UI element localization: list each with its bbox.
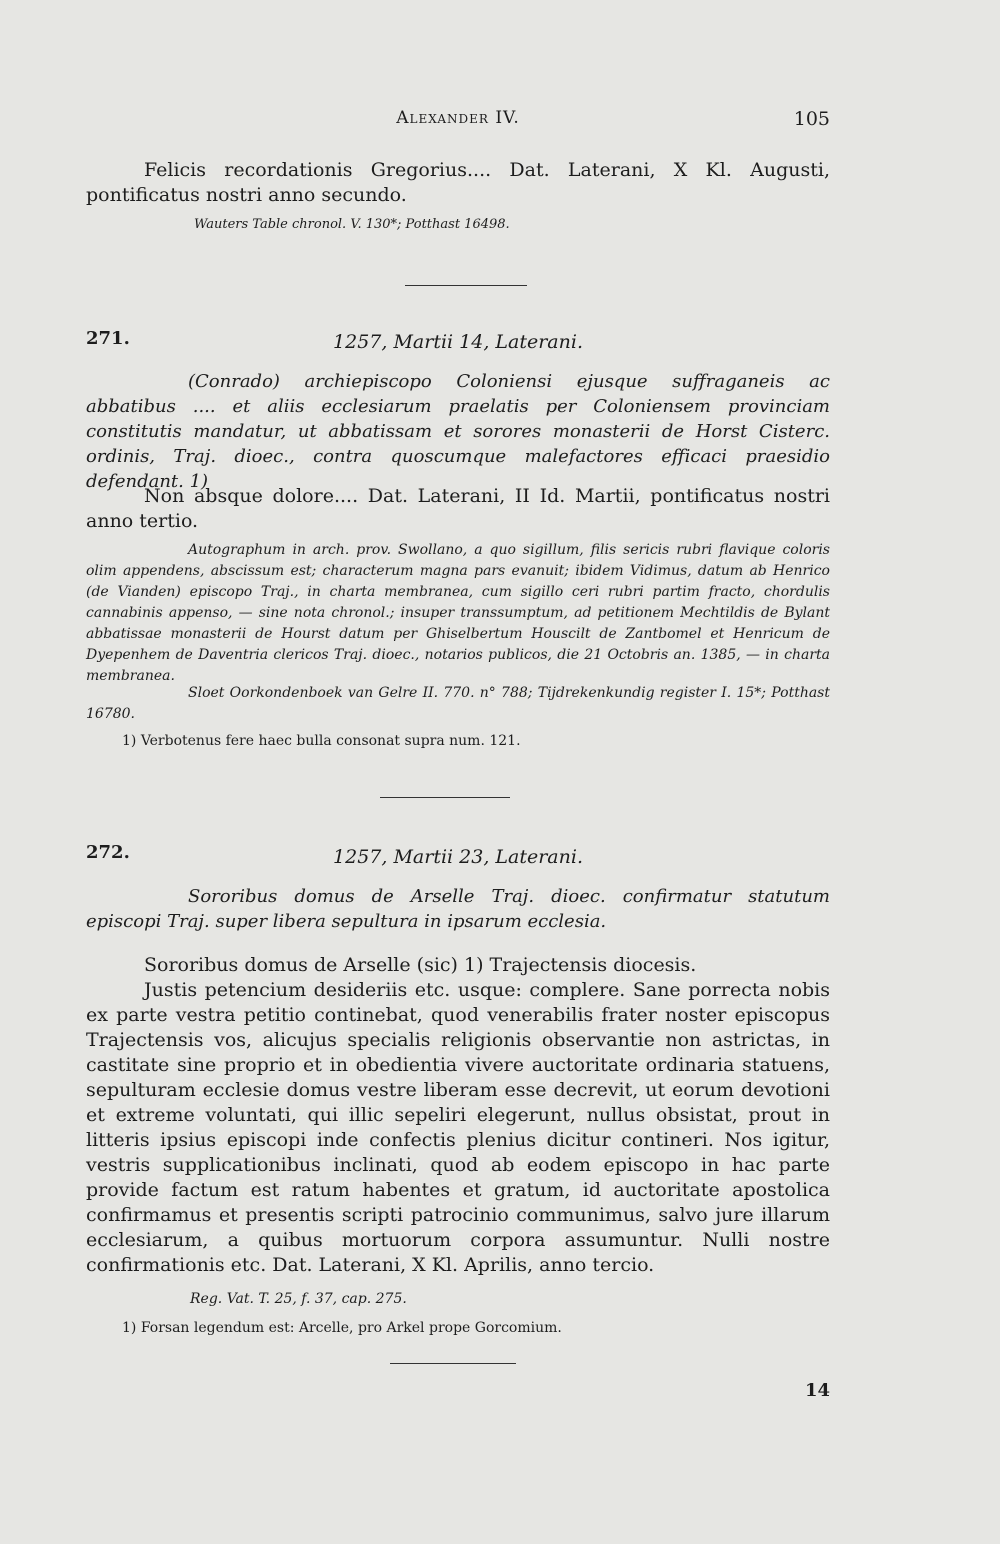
document-date: 1257, Martii 23, Laterani. [333, 846, 583, 868]
address-line: Sororibus domus de Arselle (sic) 1) Trajectensis diocesis. [144, 954, 697, 976]
footnote: 1) Forsan legendum est: Arcelle, pro Arkel prope Gorcomium. [122, 1320, 562, 1336]
document-text: Justis petencium desideriis etc. usque: complere. Sane porrecta nobis ex parte vestra petitio continebat, quod venerabilis frater noster episcopus Trajectensis vos, alicujus specialis religionis observantie non astrictas, in castitate sine proprio et in obedientia vivere auctoritate ordinaria statuens, sepulturam ecclesie domus vestre liberam esse decrevit, ut eorum devotioni et extreme voluntati, qui illic sepeliri elegerunt, nullus obsistat, prout in litteris ipsius episcopi inde confectis plenius dicitur contineri. Nos igitur, vestris supplicationibus inclinati, quod ab eodem episcopo in hac parte provide factum est ratum habentes et gratum, id auctoritate apostolica confirmamus et presentis scripti patrocinio communimus, salvo jure illarum ecclesiarum, a quibus mortuorum corpora assumuntur. Nulli nostre confirmationis etc. Dat. Laterani, X Kl. Aprilis, anno tercio. [86, 979, 830, 1276]
page-header [86, 108, 830, 138]
regest: (Conrado) archiepiscopo Coloniensi ejusque suffraganeis ac abbatibus .... et aliis ecclesiarum praelatis per Coloniensem provinciam constitutis mandatur, ut abbatissam et sorores monasterii de Horst Cisterc. ordinis, Traj. dioec., contra quoscumque malefactores efficaci praesidio defendant. 1) [86, 371, 830, 492]
signature-mark: 14 [804, 1380, 830, 1401]
document-date: 1257, Martii 14, Laterani. [333, 331, 583, 353]
intro-source: Wauters Table chronol. V. 130*; Potthast 16498. [194, 217, 510, 232]
page-number: 105 [793, 108, 830, 130]
regest: Sororibus domus de Arselle Traj. dioec. confirmatur statutum episcopi Traj. super libera sepultura in ipsarum ecclesia. [86, 886, 830, 932]
intro-text: Felicis recordationis Gregorius.... Dat. Laterani, X Kl. Augusti, pontificatus nostri anno secundo. [86, 159, 830, 206]
running-title: Alexander IV. [396, 108, 520, 128]
section-divider [405, 285, 527, 286]
footnote: 1) Verbotenus fere haec bulla consonat supra num. 121. [122, 733, 521, 749]
document-text: Non absque dolore.... Dat. Laterani, II Id. Martii, pontificatus nostri anno tertio. [86, 485, 830, 532]
section-divider [380, 797, 510, 798]
archival-note: Autographum in arch. prov. Swollano, a quo sigillum, filis sericis rubri flavique coloris olim appendens, abscissum est; characterum magna pars evanuit; ibidem Vidimus, datum ab Henrico (de Vianden) episcopo Traj., in charta membranea, cum sigillo ceri rubri partim fracto, chordulis cannabinis appenso, — sine nota chronol.; insuper transsumptum, ad petitionem Mechtildis de Bylant abbatissae monasterii de Hourst datum per Ghiselbertum Houscilt de Zantbomel et Henricum de Dyepenhem de Daventria clericos Traj. dioec., notarios publicos, die 21 Octobris an. 1385, — in charta membranea. [86, 542, 830, 684]
section-divider [390, 1363, 516, 1364]
document-number: 271. [86, 328, 130, 349]
bibliographic-note: Sloet Oorkondenboek van Gelre II. 770. n° 788; Tijdrekenkundig register I. 15*; Potthast 16780. [86, 685, 830, 722]
document-number: 272. [86, 842, 130, 863]
source-reference: Reg. Vat. T. 25, f. 37, cap. 275. [190, 1291, 407, 1307]
